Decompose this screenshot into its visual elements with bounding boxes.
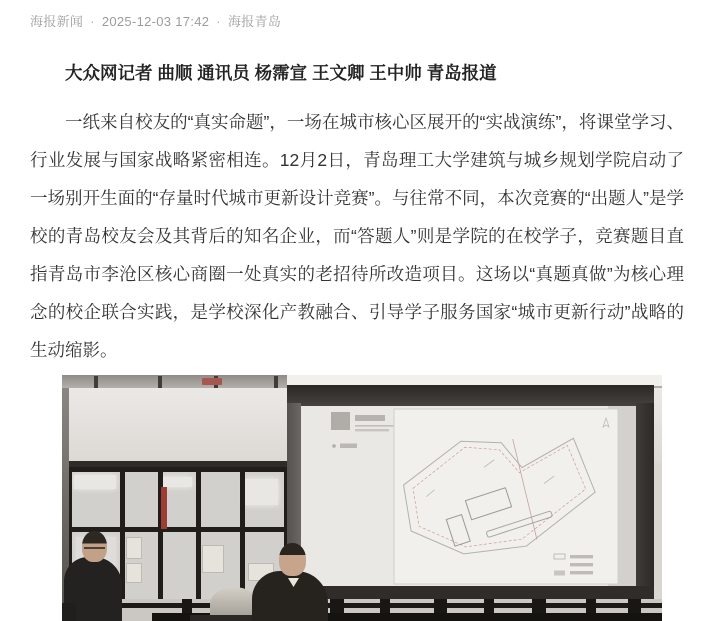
projector-screen-right-frame — [636, 403, 654, 600]
railing-post — [94, 376, 98, 388]
slide-logo — [331, 412, 350, 430]
meta-separator: · — [90, 14, 95, 29]
easel-rail — [120, 603, 662, 608]
article-paragraph: 一纸来自校友的“真实命题”，一场在城市核心区展开的“实战演练”，将课堂学习、行业发展与国家战略紧密相连。12月2日，青岛理工大学建筑与城乡规划学院启动了一场别开生面的“存量时代城市更新设计竞赛”。与往常不同，本次竞赛的“出题人”是学校的青岛校友会及其背后的知名企业，而“答题人”则是学院的在校学子，竞赛题目直指青岛市李沧区核心商圈一处真实的老招待所改造项目。这场以“真题真做”为核心理念的校企联合实践，是学校深化产教融合、引导学子服务国家“城市更新行动”战略的生动缩影。 — [30, 112, 684, 360]
publish-timestamp: 2025-12-03 17:42 — [101, 14, 210, 29]
posted-notice — [202, 545, 224, 573]
channel-name: 海报青岛 — [227, 14, 282, 29]
projector-screen-top-bar — [287, 385, 654, 406]
audience-shoulder — [62, 603, 76, 621]
glasses — [84, 547, 105, 549]
meta-separator: · — [216, 14, 221, 29]
red-banner — [202, 378, 222, 385]
red-pipe — [161, 487, 167, 529]
railing-post — [158, 376, 162, 388]
window-mullion — [62, 467, 300, 472]
article-photo — [62, 375, 662, 621]
source-name: 海报新闻 — [30, 14, 84, 29]
lit-ceiling-panel — [162, 477, 192, 487]
window-mullion — [196, 467, 201, 621]
lit-ceiling-panel — [74, 475, 116, 489]
posted-notice — [126, 537, 142, 559]
article-byline: 大众网记者 曲顺 通讯员 杨霈宣 王文卿 王中帅 青岛报道 — [65, 63, 497, 83]
railing-post — [274, 376, 278, 388]
posted-notice — [126, 563, 142, 583]
lit-ceiling-panel — [244, 479, 278, 505]
presenter-head — [279, 543, 306, 576]
site-plan-slide — [301, 406, 636, 588]
projector-screen-bottom-bar — [287, 586, 654, 599]
article-meta — [30, 11, 684, 30]
